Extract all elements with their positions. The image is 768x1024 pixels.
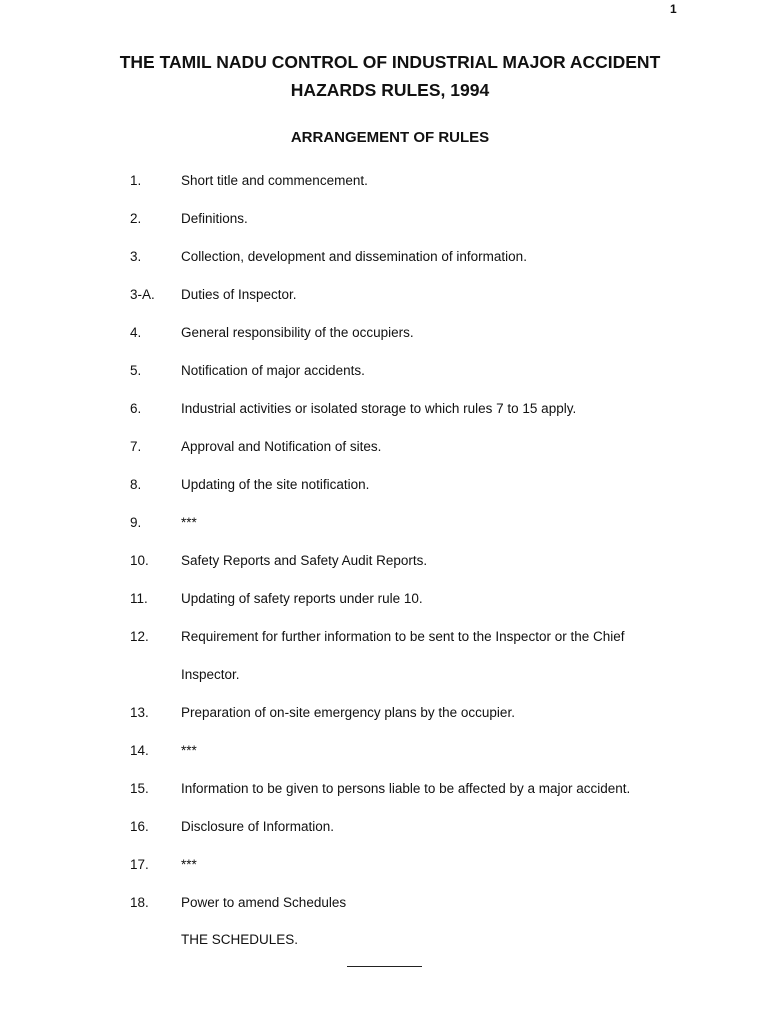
rule-number: 8. [130, 477, 142, 492]
rule-text: Information to be given to persons liable to be affected by a major accident. [181, 781, 631, 796]
rule-number: 5. [130, 363, 142, 378]
rule-number: 12. [130, 629, 149, 644]
rule-text: Safety Reports and Safety Audit Reports. [181, 553, 428, 568]
rule-text: Preparation of on-site emergency plans by the occupier. [181, 705, 515, 720]
rule-text: Updating of safety reports under rule 10. [181, 591, 423, 606]
rule-text: Requirement for further information to be sent to the Inspector or the Chief Inspector. [181, 629, 625, 682]
document-title-line-1: THE TAMIL NADU CONTROL OF INDUSTRIAL MAJOR ACCIDENT [119, 52, 661, 72]
rule-number: 3. [130, 249, 142, 264]
rule-number: 2. [130, 211, 142, 226]
rule-number: 13. [130, 705, 149, 720]
rule-number: 4. [130, 325, 142, 340]
rule-text: Approval and Notification of sites. [181, 439, 382, 454]
rule-text: *** [181, 743, 197, 758]
rule-text: General responsibility of the occupiers. [181, 325, 414, 340]
document-title-line-2: HAZARDS RULES, 1994 [290, 80, 490, 100]
rule-text: Industrial activities or isolated storage to which rules 7 to 15 apply. [181, 401, 577, 416]
document-title [0, 48, 768, 104]
rule-number: 17. [130, 857, 149, 872]
rule-text: Notification of major accidents. [181, 363, 365, 378]
rule-number: 3-A. [130, 287, 155, 302]
rules-list [0, 170, 768, 930]
rule-text: *** [181, 857, 197, 872]
rule-text: Short title and commencement. [181, 173, 368, 188]
rule-number: 10. [130, 553, 149, 568]
rule-item [0, 626, 768, 702]
closing-divider [347, 966, 422, 967]
rule-number: 6. [130, 401, 142, 416]
rule-text: *** [181, 515, 197, 530]
rule-text: Disclosure of Information. [181, 819, 335, 834]
rule-number: 11. [130, 591, 148, 606]
rule-text: Duties of Inspector. [181, 287, 297, 302]
rule-item [0, 892, 768, 930]
rule-number: 14. [130, 743, 149, 758]
rule-number: 15. [130, 781, 149, 796]
rule-number: 18. [130, 895, 149, 910]
rule-number: 9. [130, 515, 142, 530]
rule-number: 1. [130, 173, 142, 188]
rule-text: Definitions. [181, 211, 248, 226]
section-heading: ARRANGEMENT OF RULES [290, 129, 490, 146]
rule-number: 16. [130, 819, 149, 834]
rule-text: Updating of the site notification. [181, 477, 370, 492]
rule-text: Power to amend Schedules [181, 895, 347, 910]
rule-text: Collection, development and dissemination of information. [181, 249, 527, 264]
schedules-heading: THE SCHEDULES. [181, 932, 299, 947]
page-number: 1 [670, 2, 677, 16]
rule-number: 7. [130, 439, 142, 454]
